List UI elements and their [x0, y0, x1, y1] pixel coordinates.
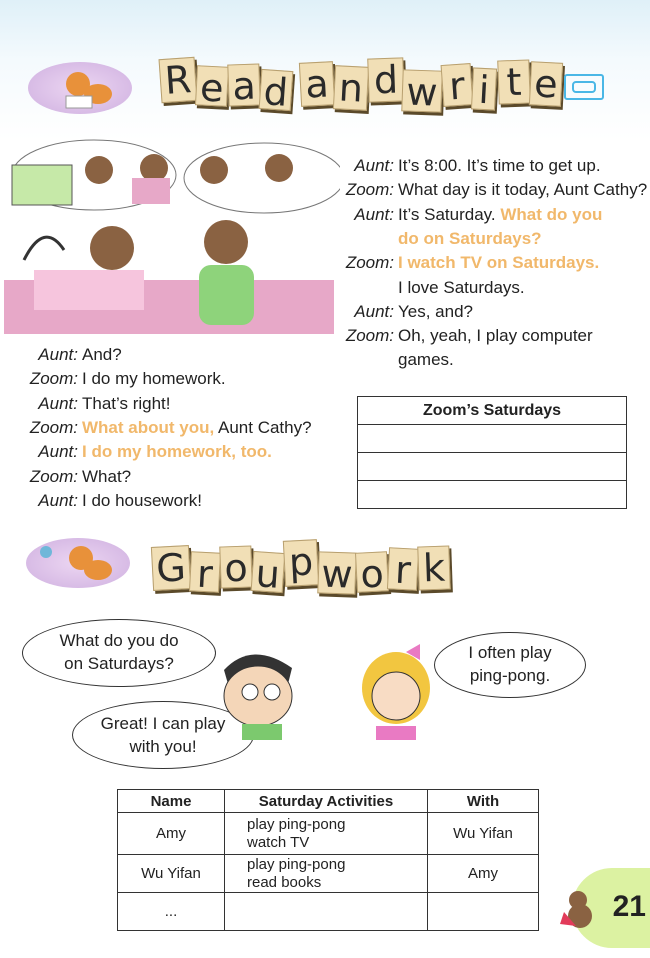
- bubble-line: Great! I can play: [100, 714, 226, 733]
- group-work-table: [117, 789, 539, 931]
- cell-activities: [225, 893, 428, 931]
- cell-with: Amy: [428, 855, 539, 893]
- speaker-label: Aunt:: [354, 301, 394, 321]
- cell-name: ...: [118, 893, 225, 931]
- letter-tile: a: [299, 61, 335, 107]
- speaker-label: Zoom:: [345, 180, 394, 200]
- dialogue-line: [304, 203, 602, 227]
- highlighted-text: I do my homework, too.: [82, 442, 272, 462]
- speaker-label: Zoom:: [29, 466, 78, 486]
- highlighted-text: do on Saturdays?: [398, 228, 542, 248]
- letter-tile: i: [471, 67, 497, 110]
- activity-line: watch TV: [247, 833, 310, 851]
- table-header-row: [118, 790, 539, 813]
- dialogue-text: I love Saturdays.: [398, 277, 525, 297]
- dialogue-line: [304, 154, 601, 178]
- dialogue-text: Oh, yeah, I play computer: [398, 326, 593, 346]
- dialogue-line: [304, 324, 593, 348]
- table-row: [118, 855, 539, 893]
- cell-with: [428, 893, 539, 931]
- highlighted-text: What about you,: [82, 417, 215, 437]
- dialogue-text: It’s Saturday.: [398, 204, 501, 224]
- cell-with: Wu Yifan: [428, 813, 539, 855]
- speaker-label: Zoom:: [29, 369, 78, 389]
- activity-line: play ping-pong: [247, 815, 346, 833]
- dialogue-text: I do my homework.: [82, 369, 226, 389]
- speaker-label: Aunt:: [354, 204, 394, 224]
- zoom-table-title: Zoom’s Saturdays: [358, 397, 626, 425]
- dialogue-line: [0, 440, 272, 464]
- header-activities: Saturday Activities: [225, 790, 428, 813]
- dialogue-line: [0, 416, 312, 440]
- dialogue-line: [0, 489, 202, 513]
- letter-tile: R: [159, 57, 198, 103]
- page-number: 21: [612, 890, 646, 923]
- dialogue-line: [0, 465, 131, 489]
- dialogue-text: It’s 8:00. It’s time to get up.: [398, 156, 601, 175]
- letter-tile: r: [189, 551, 221, 593]
- letter-tile: p: [283, 539, 319, 587]
- cell-activities: [225, 855, 428, 893]
- boy-illustration: [212, 640, 304, 740]
- letter-tile: t: [497, 59, 531, 104]
- dialogue-line: [0, 392, 171, 416]
- girl-illustration: [356, 640, 436, 740]
- activity-line: play ping-pong: [247, 855, 346, 873]
- speaker-label: Zoom:: [345, 326, 394, 346]
- speaker-label: Aunt:: [354, 156, 394, 175]
- letter-tile: e: [529, 61, 563, 107]
- letter-tile: d: [367, 57, 405, 102]
- letter-tile: G: [151, 545, 191, 591]
- zoom-saturdays-table: [357, 396, 627, 509]
- dialogue-line: [304, 251, 599, 275]
- letter-tile: a: [227, 63, 260, 106]
- letter-tile: r: [441, 63, 474, 107]
- bedroom-illustration: [4, 130, 340, 334]
- highlighted-text: What do you: [500, 204, 603, 224]
- letter-tile: r: [387, 547, 419, 591]
- speaker-label: Aunt:: [38, 345, 78, 364]
- letter-tile: u: [251, 551, 286, 593]
- dialogue-line: [304, 300, 473, 324]
- cell-name: Wu Yifan: [118, 855, 225, 893]
- dialogue-line: [304, 348, 454, 372]
- speaker-label: Aunt:: [38, 442, 78, 462]
- dialogue-text: What?: [82, 466, 132, 486]
- cell-name: Amy: [118, 813, 225, 855]
- dialogue-line: [304, 227, 542, 251]
- dialogue-line: [0, 367, 226, 391]
- bubble-line: What do you do: [59, 631, 179, 650]
- squirrel-writing-icon: [28, 62, 132, 114]
- dialogue-text: games.: [398, 350, 454, 370]
- dialogue-text: And?: [82, 345, 122, 364]
- letter-tile: d: [259, 69, 294, 111]
- page-number-badge: [572, 868, 650, 948]
- dialogue-line: [0, 343, 122, 367]
- squirrel-microphone-icon: [26, 538, 130, 588]
- header-name: Name: [118, 790, 225, 813]
- dialogue-text: Aunt Cathy?: [214, 417, 312, 437]
- bubble-line: I often play: [468, 643, 552, 662]
- zoom-table-row: [358, 453, 626, 481]
- letter-tile: e: [195, 65, 229, 107]
- dialogue-text: I do housework!: [82, 490, 203, 510]
- speaker-label: Aunt:: [38, 490, 78, 510]
- boy-question-bubble: [22, 619, 216, 687]
- bubble-line: ping-pong.: [469, 666, 551, 685]
- highlighted-text: I watch TV on Saturdays.: [398, 253, 600, 273]
- cell-activities: [225, 813, 428, 855]
- dialogue-line: [304, 178, 647, 202]
- dialogue-line: [304, 276, 525, 300]
- girl-answer-bubble: [434, 632, 586, 698]
- activity-line: read books: [247, 873, 322, 891]
- letter-tile: k: [417, 545, 451, 590]
- letter-tile: o: [219, 545, 252, 588]
- dialogue-text: Yes, and?: [398, 301, 473, 321]
- letter-tile: o: [355, 551, 389, 593]
- dialogue-text: What day is it today, Aunt Cathy?: [398, 180, 648, 200]
- letter-tile: n: [333, 65, 369, 111]
- table-row: [118, 813, 539, 855]
- speaker-label: Zoom:: [345, 253, 394, 273]
- letter-tile: w: [317, 551, 356, 594]
- dialogue-text: That’s right!: [82, 393, 171, 413]
- speaker-label: Zoom:: [29, 417, 78, 437]
- letter-tile: w: [401, 69, 442, 112]
- table-row: [118, 893, 539, 931]
- speaker-label: Aunt:: [38, 393, 78, 413]
- bubble-line: with you!: [129, 737, 197, 756]
- header-with: With: [428, 790, 539, 813]
- cassette-icon: [564, 74, 604, 100]
- zoom-table-row: [358, 481, 626, 508]
- bubble-line: on Saturdays?: [64, 654, 174, 673]
- zoom-table-row: [358, 425, 626, 453]
